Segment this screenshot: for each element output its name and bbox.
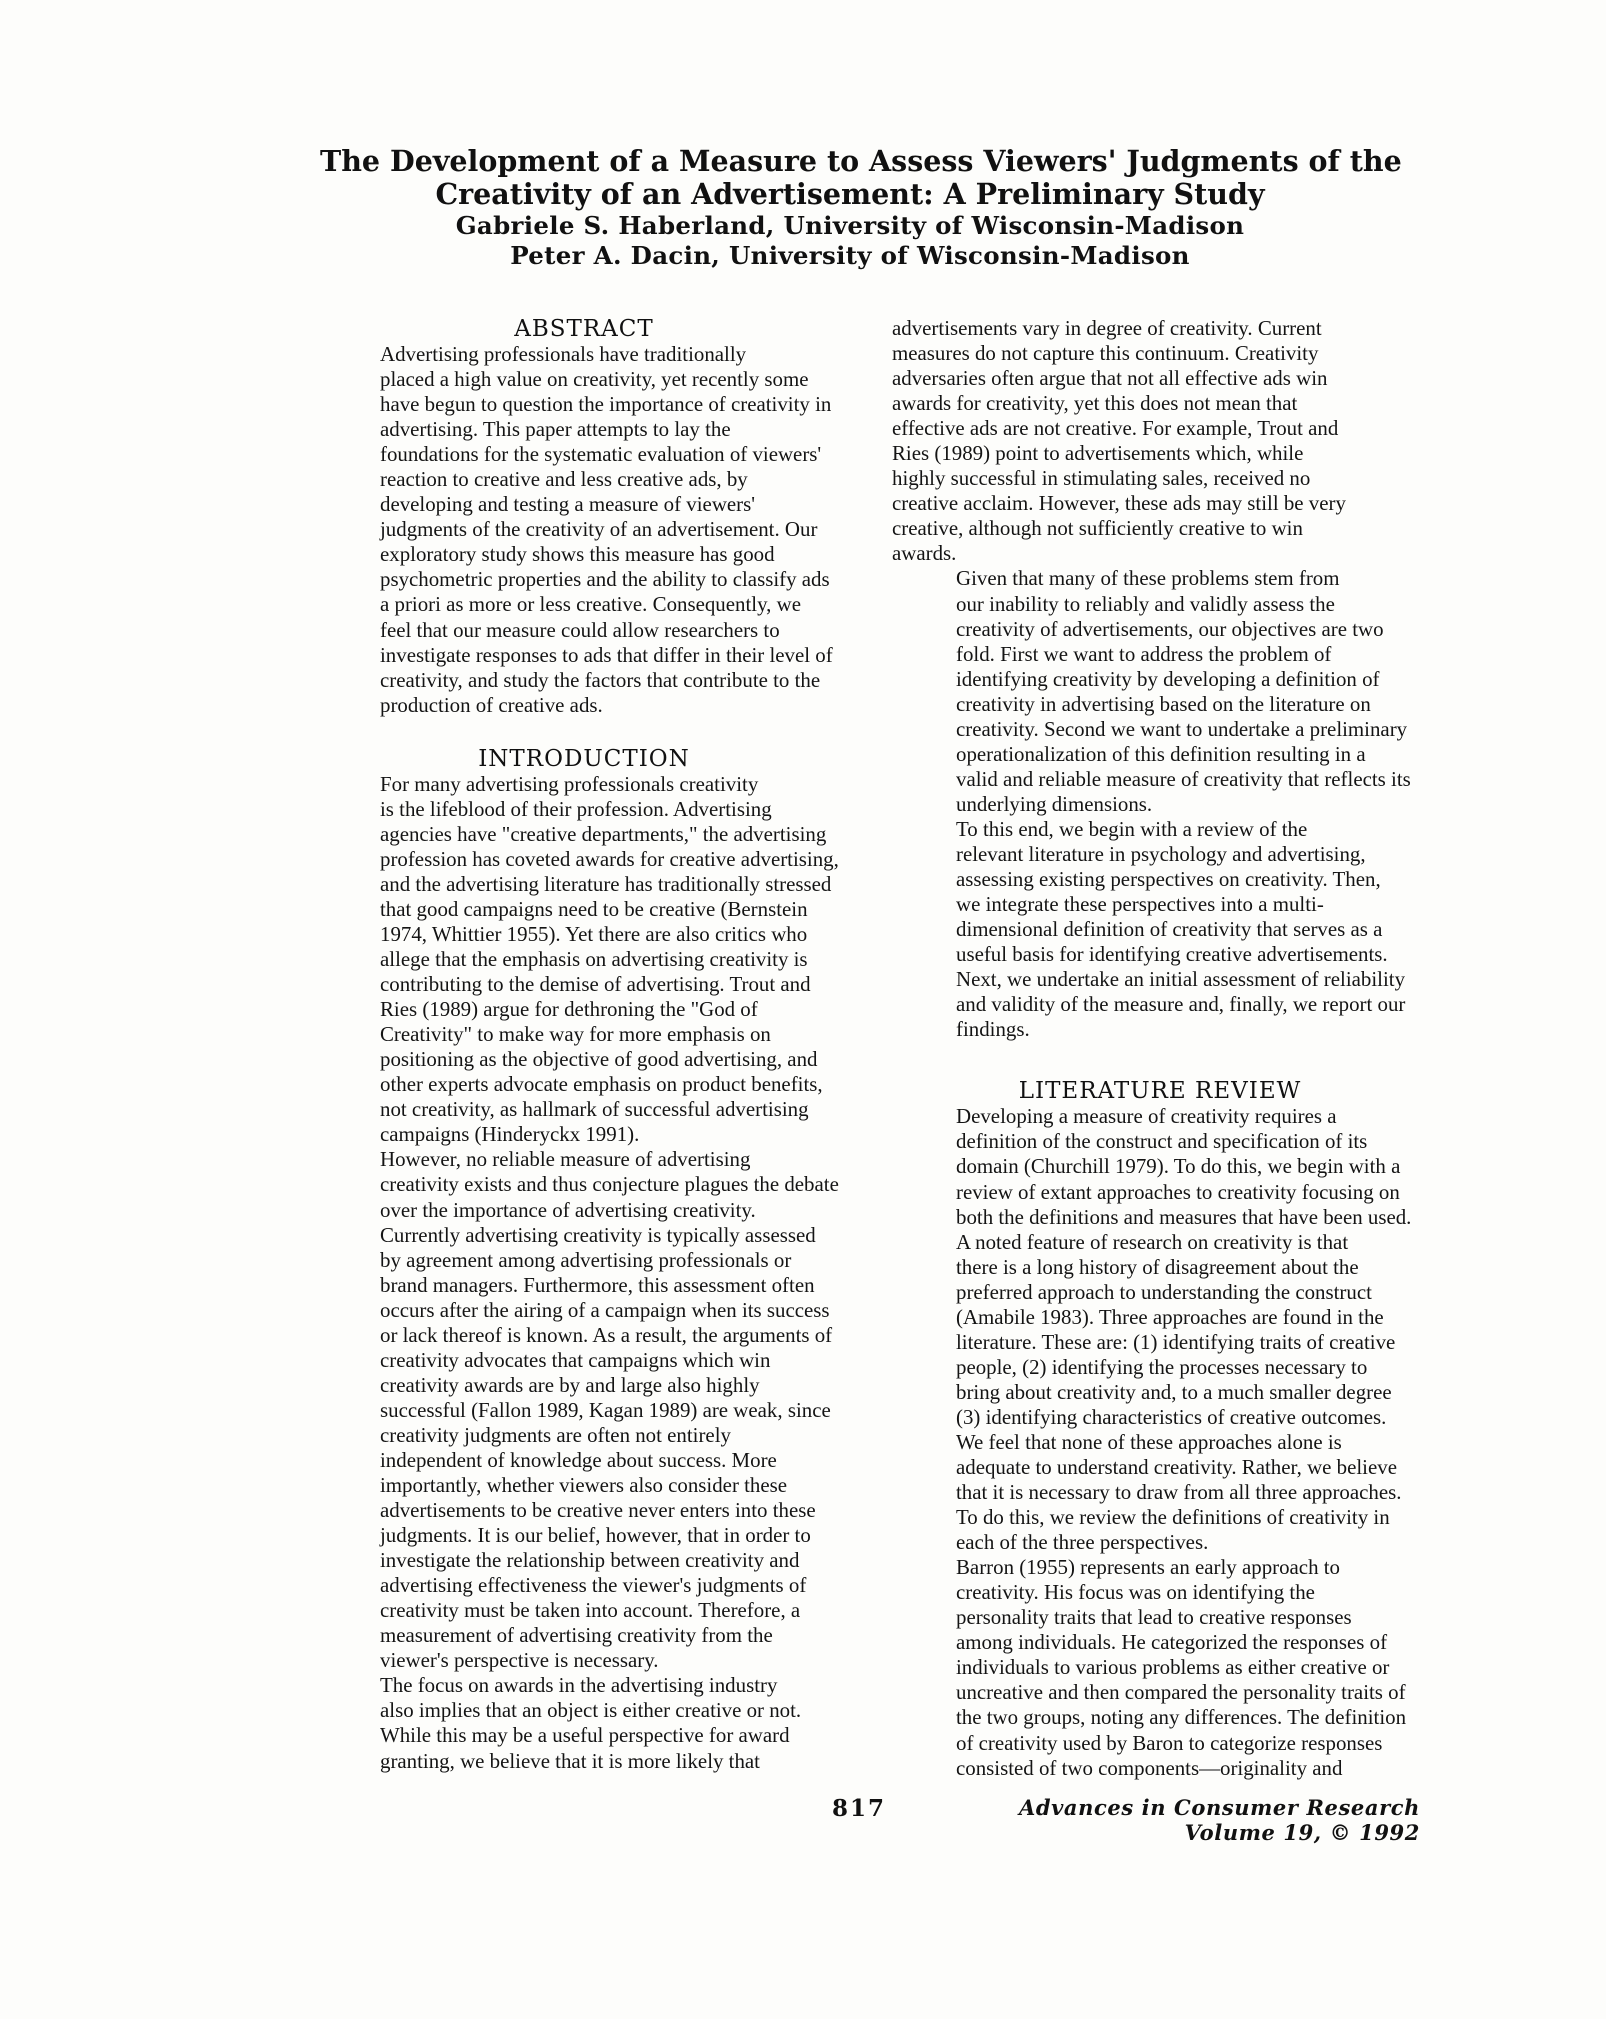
text-line: by agreement among advertising professionals or [380,1247,792,1272]
text-line: However, no reliable measure of advertising [380,1147,751,1172]
text-line: literature. These are: (1) identifying traits of creative [956,1329,1396,1354]
text-line: a priori as more or less creative. Consequently, we [380,592,801,617]
text-line: creative acclaim. However, these ads may still be very [892,491,1346,516]
text-line: creativity judgments are often not entirely [380,1422,731,1447]
journal-line-2: Volume 19, © 1992 [1184,1820,1420,1845]
text-line: awards for creativity, yet this does not mean that [892,391,1298,416]
text-line: awards. [892,541,957,566]
text-line: that good campaigns need to be creative (Bernstein [380,896,808,921]
text-line: review of extant approaches to creativity focusing on [956,1179,1400,1204]
text-line: and validity of the measure and, finally, we report our [956,992,1406,1017]
literature-review-heading: LITERATURE REVIEW [1018,1078,1302,1105]
text-line: placed a high value on creativity, yet recently some [380,367,809,392]
paper-title-line-2: Creativity of an Advertisement: A Preliminary Study [435,177,1265,211]
text-line: domain (Churchill 1979). To do this, we begin with a [956,1154,1401,1179]
journal-citation [1000,1795,1420,1845]
text-line: the two groups, noting any differences. The definition [956,1705,1407,1730]
text-line: is the lifeblood of their profession. Advertising [380,796,772,821]
text-line: investigate responses to ads that differ in their level of [380,642,833,667]
intro-paragraph-1 [316,772,852,1148]
text-line: campaigns (Hinderyckx 1991). [380,1122,640,1147]
text-line: valid and reliable measure of creativity that reflects its [956,766,1411,791]
text-line: of creativity used by Baron to categorize responses [956,1730,1383,1755]
text-line: creativity of advertisements, our objectives are two [956,616,1384,641]
text-line: that it is necessary to draw from all three approaches. [956,1480,1402,1505]
text-line: creativity advocates that campaigns which win [380,1347,771,1372]
text-line: Next, we undertake an initial assessment of reliability [956,967,1406,992]
text-line: To do this, we review the definitions of creativity in [956,1505,1390,1530]
introduction-heading: INTRODUCTION [478,745,690,772]
text-line: have begun to question the importance of creativity in [380,392,832,417]
text-line: granting, we believe that it is more likely that [380,1748,760,1773]
text-line: production of creative ads. [380,692,603,717]
right-paragraph-3 [892,817,1428,1042]
text-line: highly successful in stimulating sales, received no [892,466,1311,491]
text-line: developing and testing a measure of viewers' [380,492,756,517]
text-line: personality traits that lead to creative responses [956,1605,1352,1630]
text-line: Advertising professionals have traditionally [380,342,747,366]
lit-paragraph-3 [892,1555,1428,1780]
right-paragraph-2 [892,566,1428,816]
text-line: agencies have "creative departments," the advertising [380,821,827,846]
text-line: also implies that an object is either creative or not. [380,1698,802,1723]
text-line: people, (2) identifying the processes necessary to [956,1354,1368,1379]
text-line: creativity awards are by and large also highly [380,1372,760,1397]
text-line: 1974, Whittier 1955). Yet there are also critics who [380,921,808,946]
text-line: brand managers. Furthermore, this assessment often [380,1272,815,1297]
text-line: Creativity" to make way for more emphasis on [380,1022,771,1047]
text-line: foundations for the systematic evaluation of viewers' [380,442,822,467]
text-line: findings. [956,1017,1030,1042]
text-line: our inability to reliably and validly assess the [956,591,1335,616]
text-line: each of the three perspectives. [956,1530,1209,1555]
text-line: dimensional definition of creativity that serves as a [956,917,1383,942]
text-line: Developing a measure of creativity requires a [956,1104,1337,1129]
text-line: both the definitions and measures that have been used. [956,1204,1412,1229]
text-line: among individuals. He categorized the responses of [956,1630,1388,1655]
journal-line-1: Advances in Consumer Research [1018,1795,1420,1820]
text-line: identifying creativity by developing a definition of [956,666,1380,691]
text-line: investigate the relationship between creativity and [380,1548,800,1573]
text-line: other experts advocate emphasis on product benefits, [380,1072,823,1097]
text-line: We feel that none of these approaches alone is [956,1429,1342,1454]
abstract-heading: ABSTRACT [514,316,654,342]
text-line: assessing existing perspectives on creativity. Then, [956,867,1381,892]
text-line: Ries (1989) argue for dethroning the "God of [380,997,758,1022]
text-line: advertising. This paper attempts to lay the [380,417,731,442]
text-line: bring about creativity and, to a much smaller degree [956,1379,1392,1404]
text-line: advertising effectiveness the viewer's judgments of [380,1573,807,1598]
text-line: For many advertising professionals creativity [380,771,759,796]
text-line: advertisements to be creative never enters into these [380,1498,816,1523]
text-line: uncreative and then compared the personality traits of [956,1680,1406,1705]
text-line: viewer's perspective is necessary. [380,1648,659,1673]
text-line: reaction to creative and less creative ads, by [380,467,748,492]
text-line: operationalization of this definition resulting in a [956,741,1366,766]
text-line: useful basis for identifying creative advertisements. [956,942,1388,967]
lit-paragraph-1 [892,1104,1428,1229]
text-line: importantly, whether viewers also consider these [380,1473,788,1498]
text-line: (3) identifying characteristics of creative outcomes. [956,1404,1387,1429]
title-block [320,144,1402,271]
text-line: over the importance of advertising creativity. [380,1197,756,1222]
text-line: adversaries often argue that not all effective ads win [892,366,1328,391]
text-line: and the advertising literature has traditionally stressed [380,871,832,896]
text-line: occurs after the airing of a campaign when its success [380,1297,830,1322]
text-line: Ries (1989) point to advertisements which, while [892,441,1304,466]
text-line: Barron (1955) represents an early approach to [956,1555,1340,1580]
text-line: advertisements vary in degree of creativity. Current [892,316,1322,340]
text-line: A noted feature of research on creativity is that [956,1229,1349,1254]
text-line: creative, although not sufficiently creative to win [892,516,1303,541]
text-line: relevant literature in psychology and advertising, [956,841,1366,866]
paper-title-line-1: The Development of a Measure to Assess Viewers' Judgments of the [320,144,1402,178]
intro-paragraph-2 [316,1147,852,1673]
author-line-1: Gabriele S. Haberland, University of Wisconsin-Madison [455,211,1245,240]
text-line: judgments of the creativity of an advertisement. Our [380,517,818,542]
text-line: definition of the construct and specification of its [956,1129,1368,1154]
text-line: or lack thereof is known. As a result, the arguments of [380,1322,833,1347]
text-line: To this end, we begin with a review of the [956,816,1308,841]
text-line: adequate to understand creativity. Rather, we believe [956,1455,1397,1480]
text-line: creativity. Second we want to undertake a preliminary [956,716,1408,741]
text-line: effective ads are not creative. For example, Trout and [892,416,1339,441]
left-column [316,316,852,1796]
text-line: measurement of advertising creativity from the [380,1623,773,1648]
text-line: creativity. His focus was on identifying the [956,1580,1315,1605]
text-line: (Amabile 1983). Three approaches are found in the [956,1304,1384,1329]
text-line: profession has coveted awards for creative advertising, [380,846,839,871]
text-line: independent of knowledge about success. More [380,1447,777,1472]
text-line: feel that our measure could allow researchers to [380,617,780,642]
text-line: Given that many of these problems stem from [956,566,1340,591]
intro-paragraph-3 [316,1673,852,1773]
text-line: measures do not capture this continuum. Creativity [892,341,1319,366]
text-line: contributing to the demise of advertising. Trout and [380,972,811,997]
text-line: creativity exists and thus conjecture plagues the debate [380,1172,839,1197]
right-paragraph-1 [892,316,1428,566]
page-number: 817 [832,1795,887,1822]
text-line: consisted of two components—originality and [956,1755,1343,1780]
text-line: creativity in advertising based on the literature on [956,691,1371,716]
text-line: we integrate these perspectives into a multi- [956,892,1324,917]
abstract-paragraph [316,342,852,718]
text-line: fold. First we want to address the problem of [956,641,1332,666]
text-line: judgments. It is our belief, however, that in order to [380,1523,811,1548]
text-line: While this may be a useful perspective for award [380,1723,790,1748]
text-line: allege that the emphasis on advertising creativity is [380,947,808,972]
text-line: there is a long history of disagreement about the [956,1254,1359,1279]
text-line: creativity, and study the factors that contribute to the [380,667,821,692]
text-line: successful (Fallon 1989, Kagan 1989) are weak, since [380,1397,831,1422]
text-line: The focus on awards in the advertising industry [380,1673,778,1698]
author-line-2: Peter A. Dacin, University of Wisconsin-Madison [510,241,1190,270]
lit-paragraph-2 [892,1230,1428,1556]
text-line: exploratory study shows this measure has good [380,542,775,567]
text-line: psychometric properties and the ability to classify ads [380,567,830,592]
text-line: preferred approach to understanding the construct [956,1279,1372,1304]
text-line: individuals to various problems as either creative or [956,1655,1390,1680]
text-line: Currently advertising creativity is typically assessed [380,1222,816,1247]
text-line: creativity must be taken into account. Therefore, a [380,1598,801,1623]
text-line: not creativity, as hallmark of successful advertising [380,1097,809,1122]
text-line: underlying dimensions. [956,791,1153,816]
right-column [892,316,1428,1796]
text-line: positioning as the objective of good advertising, and [380,1047,818,1072]
